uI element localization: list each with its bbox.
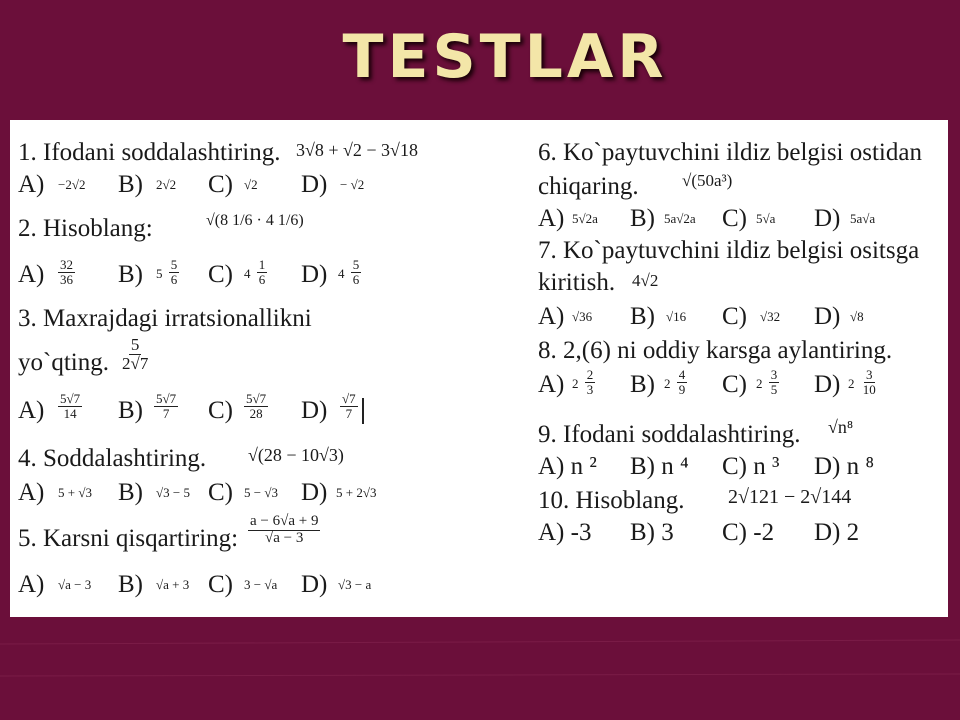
option-d[interactable]: D) [814, 371, 841, 398]
option-d[interactable]: D) [301, 479, 328, 506]
option-a-value: −2√2 [58, 177, 86, 192]
option-c[interactable]: C) [722, 303, 747, 330]
option-c-value: 3 − √a [244, 577, 278, 592]
option-a-numerator: 2 [586, 367, 594, 383]
option-c-value: 5 − √3 [244, 485, 278, 500]
option-c[interactable]: C) [208, 171, 233, 198]
option-c-numerator: 5√7 [246, 391, 267, 407]
option-a-value: √36 [572, 309, 593, 324]
option-b-value: 5a√2a [664, 211, 696, 226]
option-c-whole: 2 [756, 376, 763, 391]
decorative-lines [0, 618, 960, 720]
question-10-expression: 2√121 − 2√144 [728, 486, 852, 508]
option-a-denominator: 36 [60, 271, 73, 287]
option-b[interactable]: B) [118, 479, 143, 506]
option-b-denominator: 7 [162, 405, 170, 421]
option-d[interactable]: D) [301, 397, 328, 424]
option-a-numerator: 32 [60, 257, 73, 273]
option-d-numerator: 5 [352, 257, 360, 273]
option-c-denominator: 28 [249, 405, 263, 421]
option-d[interactable]: D) [301, 571, 328, 598]
option-a-denominator: 3 [586, 381, 594, 397]
option-b-denominator: 6 [170, 271, 178, 287]
option-b[interactable]: B) [118, 397, 143, 424]
option-a[interactable]: A) [18, 171, 45, 198]
option-d-whole: 4 [338, 266, 345, 281]
option-c[interactable]: C) [208, 397, 233, 424]
option-d[interactable]: D) n ⁸ [814, 453, 875, 480]
option-d[interactable]: D) [814, 205, 841, 232]
text-cursor [362, 398, 364, 424]
option-d[interactable]: D) 2 [814, 519, 860, 546]
question-8-label: 8. 2,(6) ni oddiy karsga aylantiring. [538, 337, 893, 364]
question-7-label-line2: kiritish. [538, 269, 616, 296]
option-b-value: √16 [666, 309, 687, 324]
option-b[interactable]: B) 3 [630, 519, 674, 546]
question-1-expression: 3√8 + √2 − 3√18 [296, 140, 418, 160]
option-c[interactable]: C) [208, 479, 233, 506]
question-2-label: 2. Hisoblang: [18, 215, 153, 242]
question-6-label-line2: chiqaring. [538, 173, 639, 200]
option-a-value: 5 + √3 [58, 485, 92, 500]
questions-panel [10, 120, 948, 617]
question-5-label: 5. Karsni qisqartiring: [18, 525, 239, 552]
option-a-value: 5√2a [572, 211, 598, 226]
question-9-label: 9. Ifodani soddalashtiring. [538, 421, 801, 448]
option-a[interactable]: A) [538, 303, 565, 330]
option-b-denominator: 9 [678, 381, 686, 397]
option-a[interactable]: A) [18, 571, 45, 598]
option-c-whole: 4 [244, 266, 251, 281]
option-b[interactable]: B) [118, 261, 143, 288]
question-3-label-line2: yo`qting. [18, 349, 109, 376]
option-a[interactable]: A) [538, 371, 565, 398]
option-a[interactable]: A) [18, 397, 45, 424]
option-c-denominator: 5 [770, 381, 778, 397]
question-9-expression: √n⁸ [828, 417, 854, 437]
question-2-expression: √(8 1/6 · 4 1/6) [206, 212, 304, 229]
option-c-value: √2 [244, 177, 258, 192]
option-d-value: √3 − a [338, 577, 372, 592]
option-a[interactable]: A) n ² [538, 453, 597, 480]
question-5-expression: $\frac{a - 6√a + 9}{√a - 3}$ [250, 513, 319, 546]
option-a-numerator: 5√7 [60, 391, 81, 407]
question-3-label-line1: 3. Maxrajdagi irratsionallikni [18, 305, 312, 332]
option-b-numerator: 4 [678, 367, 686, 383]
option-b-value: √3 − 5 [156, 485, 190, 500]
option-b[interactable]: B) [118, 571, 143, 598]
question-7-label-line1: 7. Ko`paytuvchini ildiz belgisi ositsga [538, 237, 920, 264]
option-a[interactable]: A) [18, 479, 45, 506]
option-b-value: 2√2 [156, 177, 177, 192]
option-c[interactable]: C) -2 [722, 519, 775, 546]
question-4-expression: √(28 − 10√3) [248, 445, 344, 465]
option-a-denominator: 14 [63, 405, 77, 421]
option-d[interactable]: D) [301, 261, 328, 288]
option-c-numerator: 3 [770, 367, 778, 383]
option-d-denominator: 7 [345, 405, 353, 421]
option-d-value: √8 [850, 309, 864, 324]
option-d[interactable]: D) [301, 171, 328, 198]
question-7-expression: 4√2 [632, 271, 659, 290]
option-b-whole: 2 [664, 376, 671, 391]
option-b-whole: 5 [156, 266, 163, 281]
option-c[interactable]: C) n ³ [722, 453, 780, 480]
option-d-value: − √2 [340, 177, 365, 192]
option-d-whole: 2 [848, 376, 855, 391]
slide-title: TESTLAR [342, 22, 668, 92]
option-b[interactable]: B) [630, 205, 655, 232]
option-c-numerator: 1 [258, 257, 266, 273]
option-b[interactable]: B) [630, 303, 655, 330]
option-a-value: √a − 3 [58, 577, 92, 592]
option-b-numerator: 5√7 [156, 391, 177, 407]
option-d-denominator: 6 [352, 271, 360, 287]
option-d-denominator: 10 [862, 381, 876, 397]
option-c-value: √32 [760, 309, 781, 324]
question-1-label: 1. Ifodani soddalashtiring. [18, 139, 281, 166]
option-d[interactable]: D) [814, 303, 841, 330]
option-c[interactable]: C) [208, 571, 233, 598]
question-6-label-line1: 6. Ko`paytuvchini ildiz belgisi ostidan [538, 139, 922, 166]
option-c-denominator: 6 [258, 271, 266, 287]
option-b[interactable]: B) n ⁴ [630, 453, 689, 480]
option-b[interactable]: B) [118, 171, 143, 198]
option-a-whole: 2 [572, 376, 579, 391]
question-3-expression: $\frac{5}{2√7}$ [122, 335, 149, 373]
option-c-value: 5√a [756, 211, 776, 226]
question-4-label: 4. Soddalashtiring. [18, 445, 207, 472]
option-a[interactable]: A) [538, 205, 565, 232]
option-a[interactable]: A) -3 [538, 519, 592, 546]
option-c[interactable]: C) [722, 205, 747, 232]
option-d-value: 5 + 2√3 [336, 485, 377, 500]
option-b[interactable]: B) [630, 371, 655, 398]
question-10-label: 10. Hisoblang. [538, 487, 685, 514]
option-b-numerator: 5 [170, 257, 178, 273]
option-b-value: √a + 3 [156, 577, 190, 592]
option-a[interactable]: A) [18, 261, 45, 288]
option-d-numerator: 3 [866, 367, 873, 383]
option-c[interactable]: C) [208, 261, 233, 288]
option-d-value: 5a√a [850, 211, 876, 226]
option-d-numerator: √7 [342, 391, 356, 407]
question-6-expression: √(50a³) [682, 171, 733, 190]
option-c[interactable]: C) [722, 371, 747, 398]
